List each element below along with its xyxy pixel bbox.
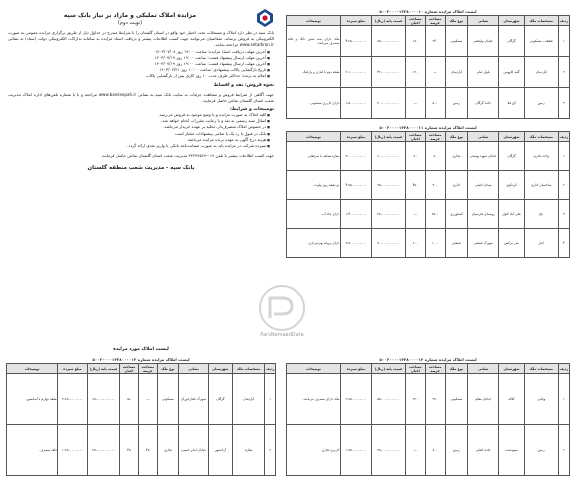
column-header: ردیف bbox=[558, 364, 569, 374]
table-cell: ۳ bbox=[558, 200, 569, 229]
table-cell: دارای کاربری مسکونی. bbox=[287, 88, 341, 119]
notes-heading: توضیحات و شرایط: bbox=[229, 107, 274, 113]
table-cell: ۳۵،۰۰۰،۰۰۰،۰۰۰ bbox=[371, 425, 405, 476]
column-header: نوع ملک bbox=[445, 16, 468, 26]
table-cell: ۱ bbox=[558, 142, 569, 171]
table-cell: ۱،۲۵۰،۰۰۰،۰۰۰ bbox=[58, 425, 88, 476]
table-cell: آزادشهر bbox=[208, 425, 232, 476]
table-cell: ۲۲۰ bbox=[405, 374, 425, 425]
table-cell: جاده اصلی bbox=[468, 425, 499, 476]
table-cell: ۱ bbox=[558, 26, 569, 57]
column-header: شهرستان bbox=[499, 16, 524, 26]
table-row bbox=[287, 200, 570, 229]
auction-table-1 bbox=[286, 8, 570, 120]
table-row bbox=[287, 57, 570, 88]
column-header: نشانی bbox=[179, 364, 209, 374]
column-header: قیمت پایه (ریال) bbox=[371, 364, 405, 374]
table-cell: کاربری تجاری. bbox=[287, 425, 341, 476]
table-header-row bbox=[287, 132, 570, 142]
signature: بانک سپه - مدیریت شعب منطقه گلستان bbox=[87, 165, 195, 172]
table-cell: آپارتمان bbox=[524, 57, 558, 88]
column-header: توضیحات bbox=[287, 132, 341, 142]
table-cell: ۴،۷۵۰،۰۰۰،۰۰۰ bbox=[340, 171, 371, 200]
announcement-subtitle: (نوبت دوم) bbox=[117, 20, 143, 26]
table-cell: ۲ bbox=[558, 425, 569, 476]
table-cell: ۱۵۰ bbox=[120, 374, 139, 425]
note-item: ■ بانک در قبول یا رد یک یا تمامی پیشنهادات مختار است. bbox=[8, 131, 270, 137]
table-cell: تجاری bbox=[157, 425, 179, 476]
column-header: ردیف bbox=[558, 132, 569, 142]
table-cell: ۶۵،۰۰۰،۰۰۰،۰۰۰ bbox=[87, 374, 119, 425]
table-cell: ۲،۱۰۰،۰۰۰،۰۰۰ bbox=[340, 57, 371, 88]
table-cell: زمین bbox=[524, 88, 558, 119]
column-header: توضیحات bbox=[287, 364, 341, 374]
column-header: ردیف bbox=[558, 16, 569, 26]
auction-table-3 bbox=[286, 356, 570, 476]
table-cell: زمین bbox=[445, 88, 468, 119]
table-cell: ۴۵ bbox=[120, 425, 139, 476]
table-cell: تجاری bbox=[445, 142, 468, 171]
table-row bbox=[287, 425, 570, 476]
schedule-item: ■ تاریخ بازگشایی پاکات پیشنهادی: ساعت ۱۰:۰۰ روز ۱۴۰۳/۰۷/۲۱ bbox=[8, 67, 270, 73]
table-cell: شهرک ناهارخوران bbox=[179, 374, 209, 425]
table-cell: ۴۲،۰۰۰،۰۰۰،۰۰۰ bbox=[371, 57, 405, 88]
table-cell: طبقه چهارم با آسانسور. bbox=[7, 374, 58, 425]
column-header: نشانی bbox=[468, 364, 499, 374]
table-cell: ۵۵،۰۰۰،۰۰۰،۰۰۰ bbox=[371, 374, 405, 425]
table-cell: ۴۵ bbox=[138, 425, 157, 476]
table-cell: کشاورزی bbox=[445, 200, 468, 229]
table-cell: ۲ bbox=[558, 57, 569, 88]
table-cell: کلاله bbox=[499, 374, 524, 425]
table-cell: انبار bbox=[524, 229, 558, 258]
table-cell: ۳ bbox=[558, 88, 569, 119]
table-row bbox=[7, 374, 276, 425]
table-cell: ۴۵۰ bbox=[405, 171, 425, 200]
announcement-intro: بانک سپه در نظر دارد املاک و مستغلات تحت اختیار خود واقع در استان گلستان را با شرایط مندرج در جداول ذیل از طریق برگزاری مزایده عمومی به صورت الکترونیکی به فروش برساند. متقاضیان می‌توانند جهت کسب اطلاعات بیشتر و دریافت اسناد مزایده به سامانه تدارکات الکترونیکی دولت (ستاد) به نشانی www.setadiran.ir مراجعه نمایند. bbox=[8, 30, 274, 48]
table-cell: ۱،۴۰۰،۰۰۰،۰۰۰ bbox=[340, 200, 371, 229]
auction-table bbox=[286, 363, 570, 476]
column-header: مساحت عرصه bbox=[425, 16, 445, 26]
table-cell: ۱۸۰ bbox=[405, 26, 425, 57]
column-header: شهرستان bbox=[208, 364, 232, 374]
table-cell: مسکونی bbox=[445, 374, 468, 425]
table-title: لیست املاک مزایده شماره ۵۰۰۳۰۰۰۰۱۴۳۸۰۰۰۰۱۰ bbox=[379, 9, 477, 14]
table-cell: دارای پروانه بهره‌برداری. bbox=[287, 229, 341, 258]
table-cell: — bbox=[425, 57, 445, 88]
table-cell: دارای چاه آب. bbox=[287, 200, 341, 229]
table-cell: ۲۴۰ bbox=[425, 26, 445, 57]
column-header: مساحت عرصه bbox=[138, 364, 157, 374]
column-header: مساحت عرصه bbox=[425, 132, 445, 142]
table-cell: زمین bbox=[445, 425, 468, 476]
table-cell: بلوار امام bbox=[468, 57, 499, 88]
table-row bbox=[7, 425, 276, 476]
table-cell: ۸۰ bbox=[425, 142, 445, 171]
table-row bbox=[287, 142, 570, 171]
column-header: قیمت پایه (ریال) bbox=[87, 364, 119, 374]
table-cell: ۱،۷۵۰،۰۰۰،۰۰۰ bbox=[340, 425, 371, 476]
watermark-text: ParsNamaadData bbox=[260, 332, 304, 338]
table-cell: روستای فارسیان bbox=[468, 200, 499, 229]
sale-text: جهت آگاهی از شرایط فروش و مشاهده جزئیات به سایت بانک سپه به نشانی www.banksepah.ir مراجعه و یا با شماره تلفن‌های اداره املاک مدیریت شعب استان گلستان تماس حاصل فرمایید. bbox=[8, 91, 274, 103]
note-item: ■ کلیه املاک به صورت مزایده و با وضع موجود به فروش می‌رسد. bbox=[8, 112, 270, 118]
column-header: مساحت اعیان bbox=[405, 132, 425, 142]
table-header-row bbox=[287, 364, 570, 374]
table-cell: ۲،۷۵۰،۰۰۰،۰۰۰ bbox=[340, 374, 371, 425]
schedule-item: ■ اعلام به برنده: حداکثر ظرف مدت ۱۰ روز کاری پس از بازگشایی پاکات bbox=[8, 73, 270, 79]
table-cell: گرگان bbox=[208, 374, 232, 425]
table-cell: اداری bbox=[445, 171, 468, 200]
column-header: قیمت پایه (ریال) bbox=[371, 132, 405, 142]
table-cell: ۸۵،۰۰۰،۰۰۰،۰۰۰ bbox=[371, 26, 405, 57]
table-header-row bbox=[287, 16, 570, 26]
auction-table bbox=[6, 363, 276, 476]
table-cell: دو طبقه روی پیلوت. bbox=[287, 171, 341, 200]
column-header: ردیف bbox=[265, 364, 276, 374]
table-cell: آپارتمان bbox=[445, 57, 468, 88]
table-cell: — bbox=[138, 374, 157, 425]
schedule-list bbox=[6, 49, 276, 80]
table-cell: مغازه bbox=[232, 425, 264, 476]
table-cell: ۸۰ bbox=[405, 142, 425, 171]
table-cell: قطعه - مسکونی bbox=[524, 26, 558, 57]
note-item: ■ سپرده شرکت در مزایده باید به صورت ضمانت‌نامه بانکی یا واریز نقدی ارائه گردد. bbox=[8, 143, 270, 149]
table-cell: جاده گرگان bbox=[468, 88, 499, 119]
column-header: نوع ملک bbox=[445, 364, 468, 374]
table-cell: طبقه دوم با انباری و پارکینگ. bbox=[287, 57, 341, 88]
column-header: نشانی bbox=[468, 132, 499, 142]
announcement-title: مزایده املاک تملیکی و مازاد بر نیاز بانک سپه bbox=[63, 12, 197, 19]
column-header: شهرستان bbox=[499, 132, 524, 142]
column-header: مبلغ سپرده bbox=[340, 132, 371, 142]
table-cell: ۳،۲۵۰،۰۰۰،۰۰۰ bbox=[58, 374, 88, 425]
table-row bbox=[287, 26, 570, 57]
table-cell: خیابان شهید بهشتی bbox=[468, 142, 499, 171]
table-cell: زمین bbox=[524, 425, 558, 476]
table-cell: واحد تجاری bbox=[524, 142, 558, 171]
table-cell: ۲۸،۰۰۰،۰۰۰،۰۰۰ bbox=[371, 200, 405, 229]
table-cell: ۸۰۰ bbox=[425, 425, 445, 476]
table-cell: ۳،۵۰۰،۰۰۰،۰۰۰ bbox=[340, 229, 371, 258]
schedule-item: ■ آخرین مهلت دریافت اسناد مزایده: ساعت ۱۹:۰۰ روز ۱۴۰۳/۰۷/۰۸ bbox=[8, 49, 270, 55]
column-header: مشخصات ملک bbox=[232, 364, 264, 374]
table-cell: آپارتمان bbox=[232, 374, 264, 425]
table-cell: خیابان معلم bbox=[468, 374, 499, 425]
table-cell: خیابان ولیعصر bbox=[468, 26, 499, 57]
table-row bbox=[287, 374, 570, 425]
table-title: لیست املاک مزایده شماره ۵۰۰۳۰۰۰۰۱۴۳۸۰۰۰۰۱۳ bbox=[92, 357, 190, 362]
column-header: توضیحات bbox=[287, 16, 341, 26]
table-cell: گرگان bbox=[499, 26, 524, 57]
note-item: ■ انتقال سند رسمی به نقد و با رعایت مقررات انجام خواهد شد. bbox=[8, 118, 270, 124]
table-cell: ۴،۲۵۰،۰۰۰،۰۰۰ bbox=[340, 26, 371, 57]
auction-table bbox=[286, 131, 570, 258]
table-cell: ۲ bbox=[265, 425, 276, 476]
table-title: لیست املاک مزایده شماره ۵۰۰۳۰۰۰۰۱۴۳۸۰۰۰۰۱۲ bbox=[379, 357, 477, 362]
column-header: مشخصات ملک bbox=[524, 16, 558, 26]
table-row bbox=[287, 88, 570, 119]
notes-list bbox=[6, 112, 276, 149]
column-header: مشخصات ملک bbox=[524, 364, 558, 374]
table-cell: مسکونی bbox=[445, 26, 468, 57]
table-cell: ۹۵،۰۰۰،۰۰۰،۰۰۰ bbox=[371, 171, 405, 200]
table-cell: فاقد متصرف. bbox=[7, 425, 58, 476]
column-header: مبلغ سپرده bbox=[58, 364, 88, 374]
table-cell: مینودشت bbox=[499, 425, 524, 476]
closing-text: جهت کسب اطلاعات بیشتر با تلفن ۰۱۷-۳۲۲۴۴۵۶۷ مدیریت شعب استان گلستان تماس حاصل فرمایند. bbox=[100, 153, 274, 159]
table-row bbox=[287, 229, 570, 258]
table-cell: ۶۰۰ bbox=[405, 229, 425, 258]
table-cell: ۳۰۰ bbox=[425, 171, 445, 200]
table-cell: گرگان bbox=[499, 142, 524, 171]
table-header-row bbox=[7, 364, 276, 374]
table-cell: — bbox=[405, 88, 425, 119]
table-cell: ۱۲۰ bbox=[405, 57, 425, 88]
table-cell: — bbox=[405, 200, 425, 229]
table-cell: ۱ bbox=[558, 374, 569, 425]
bank-sepah-logo-icon bbox=[256, 8, 274, 28]
table-cell: ۲ bbox=[558, 171, 569, 200]
column-header: قیمت پایه (ریال) bbox=[371, 16, 405, 26]
column-header: توضیحات bbox=[7, 364, 58, 374]
table-cell: شهرک صنعتی bbox=[468, 229, 499, 258]
table-cell: آق قلا bbox=[499, 88, 524, 119]
table-cell: ۲۵،۰۰۰،۰۰۰،۰۰۰ bbox=[87, 425, 119, 476]
table-cell: گنبد کاووس bbox=[499, 57, 524, 88]
table-cell: — bbox=[405, 425, 425, 476]
table-cell: بندر ترکمن bbox=[499, 229, 524, 258]
auction-table-4 bbox=[6, 356, 276, 476]
column-header: نشانی bbox=[468, 16, 499, 26]
sale-heading: نحوه فروش: نقد و اقساط bbox=[213, 82, 274, 88]
table-cell: ۷۰،۰۰۰،۰۰۰،۰۰۰ bbox=[371, 229, 405, 258]
column-header: مساحت اعیان bbox=[120, 364, 139, 374]
table-cell: ۳۶۰ bbox=[425, 374, 445, 425]
column-header: نوع ملک bbox=[445, 132, 468, 142]
table-cell: کردکوی bbox=[499, 171, 524, 200]
table-cell: ملک دارای متصرف می‌باشد. bbox=[287, 374, 341, 425]
column-header: مساحت عرصه bbox=[425, 364, 445, 374]
table-row bbox=[287, 171, 570, 200]
table-cell: ۶۰،۰۰۰،۰۰۰،۰۰۰ bbox=[371, 142, 405, 171]
note-item: ■ هزینه درج آگهی به عهده برنده مزایده می‌باشد. bbox=[8, 137, 270, 143]
table-cell: ۳،۰۰۰،۰۰۰،۰۰۰ bbox=[340, 142, 371, 171]
table-cell: ۲۵۰۰ bbox=[425, 200, 445, 229]
schedule-item: ■ آخرین مهلت ارسال پیشنهاد قیمت: ساعت ۱۹:۰۰ روز ۱۴۰۳/۰۷/۱۹ bbox=[8, 61, 270, 67]
column-header: نوع ملک bbox=[157, 364, 179, 374]
table-cell: ۴ bbox=[558, 229, 569, 258]
table-cell: ۱۰۰۰ bbox=[425, 229, 445, 258]
column-header: شهرستان bbox=[499, 364, 524, 374]
note-item: ■ در خصوص املاک متصرف‌دار، تخلیه بر عهده خریدار می‌باشد. bbox=[8, 124, 270, 130]
table-cell: ۱ bbox=[265, 374, 276, 425]
table-cell: ۱،۵۰۰،۰۰۰،۰۰۰ bbox=[340, 88, 371, 119]
table-cell: باغ bbox=[524, 200, 558, 229]
auction-table-2 bbox=[286, 124, 570, 260]
column-header: مبلغ سپرده bbox=[340, 16, 371, 26]
section-label: لیست املاک مورد مزایده bbox=[113, 347, 169, 352]
column-header: مبلغ سپرده bbox=[340, 364, 371, 374]
table-cell: میدان اصلی bbox=[468, 171, 499, 200]
table-cell: صنعتی bbox=[445, 229, 468, 258]
column-header: مساحت اعیان bbox=[405, 16, 425, 26]
table-cell: ویلایی bbox=[524, 374, 558, 425]
table-cell: ۳۰،۰۰۰،۰۰۰،۰۰۰ bbox=[371, 88, 405, 119]
schedule-item: ■ آخرین مهلت ارسال پیشنهاد قیمت: ساعت ۱۹:۰۰ روز ۱۴۰۳/۰۷/۱۹ bbox=[8, 55, 270, 61]
table-cell: ۵۰۰ bbox=[425, 88, 445, 119]
auction-table bbox=[286, 15, 570, 119]
table-title: لیست املاک مزایده شماره ۵۰۰۳۰۰۰۰۱۴۳۸۰۰۰۰۱۱ bbox=[379, 125, 477, 130]
table-cell: علی آباد کتول bbox=[499, 200, 524, 229]
table-cell: مسکونی bbox=[157, 374, 179, 425]
table-cell: خیابان امام خمینی bbox=[179, 425, 209, 476]
announcement bbox=[6, 6, 276, 346]
table-cell: ملک دارای سند شش دانگ و فاقد متصرف می‌باشد. bbox=[287, 26, 341, 57]
table-cell: مغازه همکف با سرقفلی. bbox=[287, 142, 341, 171]
column-header: مساحت اعیان bbox=[405, 364, 425, 374]
table-cell: ساختمان اداری bbox=[524, 171, 558, 200]
column-header: مشخصات ملک bbox=[524, 132, 558, 142]
